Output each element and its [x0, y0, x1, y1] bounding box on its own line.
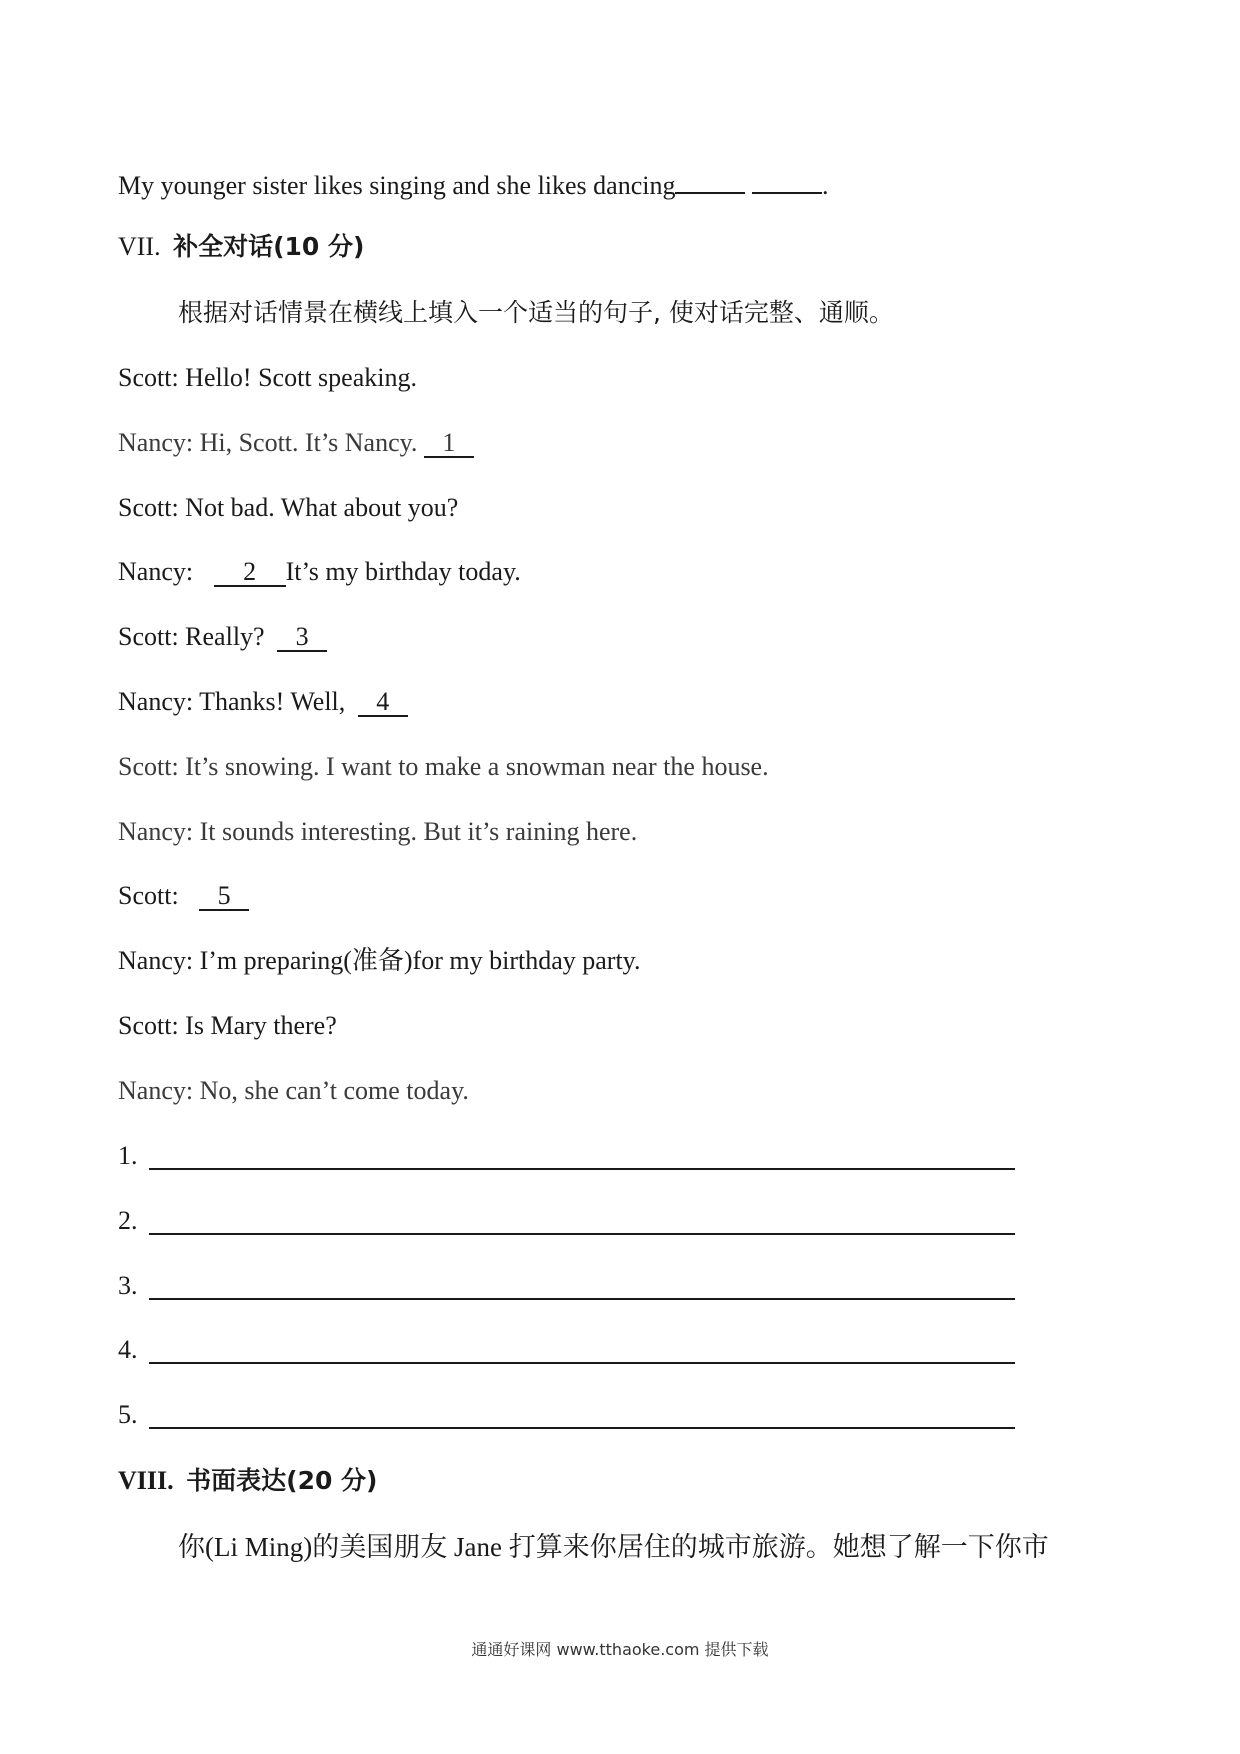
dialogue-line [118, 362, 417, 394]
numbered-blank [214, 559, 286, 587]
answer-line[interactable] [149, 1233, 1015, 1235]
dialogue-text: Scott: Hello! Scott speaking. [118, 363, 417, 392]
dialogue-line [118, 751, 769, 783]
answer-blank [675, 166, 745, 194]
dialogue-line [118, 816, 637, 848]
dialogue-text: Scott: Not bad. What about you? [118, 493, 459, 522]
blank-number: 3 [295, 622, 309, 651]
answer-number: 1. [118, 1141, 138, 1170]
dialogue-text: Nancy: Hi, Scott. It’s Nancy. [118, 428, 424, 457]
numbered-blank [358, 689, 408, 717]
dialogue-line [118, 1010, 337, 1042]
answer-line[interactable] [149, 1427, 1015, 1429]
dialogue-text: Nancy: It sounds interesting. But it’s raining here. [118, 817, 638, 846]
page-footer: 通通好课网 www.tthaoke.com 提供下载 [471, 1640, 769, 1659]
dialogue-text: Scott: It’s snowing. I want to make a snowman near the house. [118, 752, 769, 781]
dialogue-line [118, 492, 458, 524]
top-sentence [118, 166, 828, 202]
answer-line[interactable] [149, 1168, 1015, 1170]
answer-line[interactable] [149, 1362, 1015, 1364]
dialogue-text: Nancy: No, she can’t come today. [118, 1076, 469, 1105]
dialogue-text: Scott: Is Mary there? [118, 1011, 337, 1040]
dialogue-text: It’s my birthday today. [285, 557, 521, 586]
instruction-text: 根据对话情景在横线上填入一个适当的句子, 使对话完整、通顺。 [178, 298, 894, 327]
dialogue-line [118, 1075, 469, 1107]
answer-blank [752, 166, 822, 194]
dialogue-line [118, 621, 327, 653]
answer-number: 4. [118, 1335, 138, 1364]
numbered-blank [424, 430, 474, 458]
dialogue-text: Nancy: I’m preparing(准备)for my birthday party. [118, 946, 641, 975]
dialogue-line [118, 880, 249, 912]
paragraph-text: 你(Li Ming)的美国朋友 Jane 打算来你居住的城市旅游。她想了解一下你市 [178, 1532, 1049, 1562]
section-number: VIII. [118, 1466, 174, 1495]
section-paragraph [178, 1531, 1049, 1563]
dialogue-line [118, 686, 408, 718]
dialogue-line [118, 556, 521, 588]
blank-number: 5 [217, 881, 231, 910]
blank-number: 1 [442, 428, 456, 457]
section-instruction [178, 297, 894, 329]
dialogue-text: Scott: Really? [118, 622, 272, 651]
dialogue-text: Scott: [118, 881, 186, 910]
section-title: 书面表达(20 分) [186, 1466, 378, 1495]
answer-number: 5. [118, 1400, 138, 1429]
top-sentence-text: My younger sister likes singing and she likes dancing [118, 171, 676, 200]
blank-number: 4 [376, 687, 390, 716]
section-number: VII. [118, 232, 161, 261]
answer-number: 3. [118, 1271, 138, 1300]
answer-number: 2. [118, 1206, 138, 1235]
dialogue-text: Nancy: Thanks! Well, [118, 687, 352, 716]
section-heading-vii [118, 231, 364, 263]
answer-line[interactable] [149, 1298, 1015, 1300]
dialogue-text: Nancy: [118, 557, 200, 586]
numbered-blank [199, 883, 249, 911]
section-heading-viii [118, 1465, 378, 1497]
section-title: 补全对话(10 分) [173, 232, 365, 261]
numbered-blank [277, 624, 327, 652]
blank-number: 2 [243, 557, 257, 586]
dialogue-line [118, 427, 474, 459]
top-sentence-end: . [821, 171, 829, 200]
dialogue-line [118, 945, 640, 977]
